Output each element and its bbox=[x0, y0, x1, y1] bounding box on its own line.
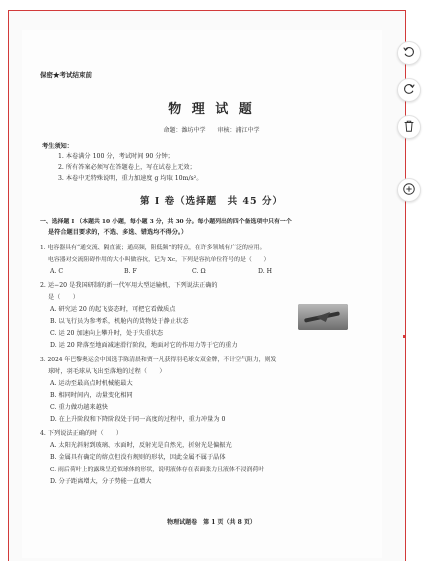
rotate-left-icon bbox=[402, 44, 416, 63]
question-4-option: D. 分子距离增大，分子势能一直增大 bbox=[50, 478, 152, 485]
add-icon bbox=[402, 181, 416, 200]
question-4-option: C. 雨后荷叶上的露珠呈近似球体的形状，说明液体存在表面张力且液体不浸润荷叶 bbox=[50, 467, 265, 473]
question-3-option: C. 重力做功越来越快 bbox=[50, 404, 108, 411]
page-title: 物 理 试 题 bbox=[168, 102, 255, 117]
part-heading-cont: 是符合题目要求的，不选、多选、错选均不得分。） bbox=[48, 229, 188, 236]
author-line: 命题：潍坊中学 审核：浦江中学 bbox=[163, 127, 260, 134]
delete-icon bbox=[402, 118, 416, 137]
part-heading: 一、选择题 I （本题共 10 小题，每小题 3 分，共 30 分。每小题列出的四个备选项中只有一个 bbox=[40, 218, 292, 225]
question-1-stem: 电容器对交流阻碍作用的大小叫做容抗，记为 Xc，下列是容抗单位符号的是（ ） bbox=[48, 257, 270, 263]
delete-button[interactable] bbox=[397, 115, 421, 139]
question-3-stem: 3. 2024 年巴黎奥运会中国选手陈清晨和贾一凡获得羽毛球女双金牌，不计空气阻力，则发 bbox=[40, 357, 277, 363]
add-button[interactable] bbox=[397, 178, 421, 202]
question-3-option: A. 运动至最高点时机械能最大 bbox=[50, 380, 133, 387]
question-1-option: C. Ω bbox=[192, 268, 206, 275]
question-2-stem: 是（ ） bbox=[48, 294, 79, 301]
aircraft-photo bbox=[298, 304, 348, 330]
notice-item: 3. 本卷中无特殊说明，重力加速度 g 均取 10m/s²。 bbox=[58, 175, 203, 182]
rotate-left-button[interactable] bbox=[397, 41, 421, 65]
margin-mark bbox=[403, 335, 406, 338]
question-1-option: D. H bbox=[258, 268, 273, 275]
question-1-stem: 1. 电容器具有“通交流、隔直流；通高频，阻低频”的特点，在许多领域有广泛的应用。 bbox=[40, 245, 266, 251]
question-1-option: A. C bbox=[50, 268, 64, 275]
question-3-option: B. 相同时间内，动量变化相同 bbox=[50, 392, 133, 399]
confidential-label: 保密★考试结束前 bbox=[40, 71, 92, 79]
notice-item: 1. 本卷满分 100 分，考试时间 90 分钟； bbox=[58, 153, 174, 160]
question-4-option: A. 太阳光斜射到玻璃、水面时，反射光是自然光，折射光是偏振光 bbox=[50, 442, 232, 449]
question-4-option: B. 金属具有确定的熔点但没有规则的形状，因此金属不属于晶体 bbox=[50, 454, 226, 461]
notice-heading: 考生须知： bbox=[42, 143, 73, 150]
question-2-option: D. 运 20 降落至地面减速滑行阶段，地面对它的作用力等于它的重力 bbox=[50, 342, 238, 349]
question-3-stem: 球时，羽毛球从飞出至落地的过程（ ） bbox=[48, 368, 166, 375]
question-2-stem: 2. 运−20 是我国研制的新一代军用大型运输机，下列说法正确的 bbox=[40, 282, 218, 289]
rotate-right-icon bbox=[402, 81, 416, 100]
rotate-right-button[interactable] bbox=[397, 78, 421, 102]
notice-item: 2. 所有答案必须写在答题卷上，写在试卷上无效； bbox=[58, 164, 196, 171]
question-3-option: D. 在上升阶段和下降阶段处于同一高度的过程中，重力冲量为 0 bbox=[50, 416, 226, 423]
question-4-stem: 4. 下列说法正确的时（ ） bbox=[40, 430, 123, 437]
question-2-option: B. 以飞行员为参考系，机舱内的货物处于静止状态 bbox=[50, 318, 189, 325]
question-2-option: C. 运 20 加速向上攀升时，处于失重状态 bbox=[50, 330, 164, 337]
question-2-option: A. 研究运 20 的起飞姿态时，可把它看做质点 bbox=[50, 306, 176, 313]
section-title: 第 I 卷（选择题 共 45 分） bbox=[140, 196, 283, 207]
question-1-option: B. F bbox=[124, 268, 137, 275]
page-footer: 物理试题卷 第 1 页（共 8 页） bbox=[167, 519, 256, 526]
